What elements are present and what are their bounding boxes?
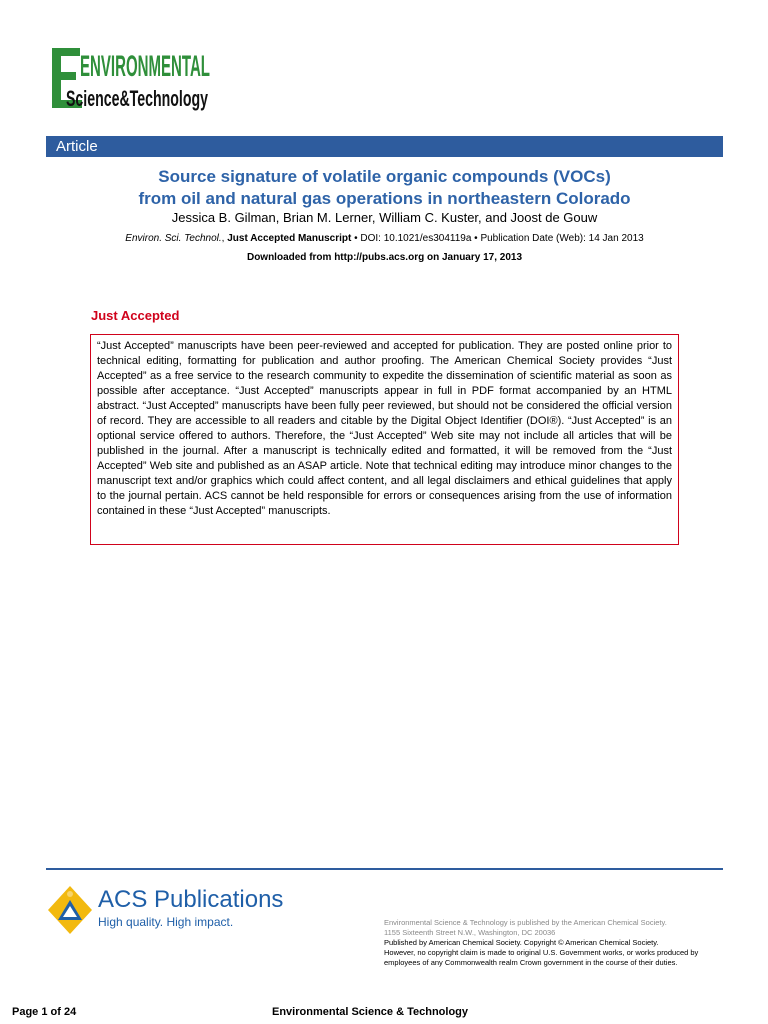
footer-journal-name: Environmental Science & Technology (272, 1006, 469, 1018)
footer-divider (46, 868, 723, 870)
article-title-line2: from oil and natural gas operations in northeastern Colorado (138, 189, 631, 208)
just-accepted-notice: “Just Accepted” manuscripts have been peer-reviewed and accepted for publication. They are posted online prior to technical editing, formatting for publication and author proofing. The American Chemical Society provides “Just Accepted” as a free service to the research community to expedite the dissemination of scientific material as soon as possible after acceptance. “Just Accepted” manuscripts appear in full in PDF format accompanied by an HTML abstract. “Just Accepted” manuscripts have been fully peer reviewed, but should not be considered the official version of record. They are accessible to all readers and citable by the Digital Object Identifier (DOI®). “Just Accepted” is an optional service offered to authors. Therefore, the “Just Accepted” Web site may not include all articles that will be published in the journal. After a manuscript is technically edited and formatted, it will be removed from the “Just Accepted” Web site and published as an ASAP article. Note that technical editing may introduce minor changes to the manuscript text and/or graphics which could affect content, and all legal disclaimers and ethical guidelines that apply to the journal pertain. ACS cannot be held responsible for errors or consequences arising from the use of information contained in these “Just Accepted” manuscripts. (90, 334, 679, 545)
acs-publications-logo (44, 884, 294, 936)
copyright-notice: However, no copyright claim is made to original U.S. Government works, or works produced by employees of any Commonwealth realm Crown government in the course of their duties. (384, 948, 699, 967)
article-type-banner: Article (46, 136, 723, 157)
journal-logo (46, 44, 216, 112)
page-number: Page 1 of 24 (12, 1006, 77, 1018)
just-accepted-heading: Just Accepted (91, 308, 180, 323)
publisher-line: Environmental Science & Technology is published by the American Chemical Society. (384, 918, 667, 927)
acs-hexagon-icon (44, 884, 96, 936)
logo-text-line2: Science&Technology (66, 86, 209, 111)
journal-abbrev: Environ. Sci. Technol. (125, 233, 222, 244)
copyright-line: Published by American Chemical Society. Copyright © American Chemical Society. (384, 938, 659, 947)
logo-text-line1: ENVIRONMENTAL (80, 50, 210, 83)
doi-text: • DOI: 10.1021/es304119a • Publication Date (Web): 14 Jan 2013 (351, 233, 644, 244)
acs-publications-name: ACS Publications (98, 886, 284, 913)
citation-comma: , (221, 233, 228, 244)
publisher-info (384, 918, 729, 968)
acs-tagline: High quality. High impact. (98, 915, 234, 929)
manuscript-status: Just Accepted Manuscript (227, 233, 352, 244)
citation-line (46, 232, 723, 245)
publisher-address: 1155 Sixteenth Street N.W., Washington, DC 20036 (384, 928, 556, 937)
article-title (46, 166, 723, 210)
author-list: Jessica B. Gilman, Brian M. Lerner, William C. Kuster, and Joost de Gouw (171, 210, 598, 225)
article-title-line1: Source signature of volatile organic compounds (VOCs) (158, 167, 611, 186)
download-note: Downloaded from http://pubs.acs.org on January 17, 2013 (246, 252, 523, 263)
